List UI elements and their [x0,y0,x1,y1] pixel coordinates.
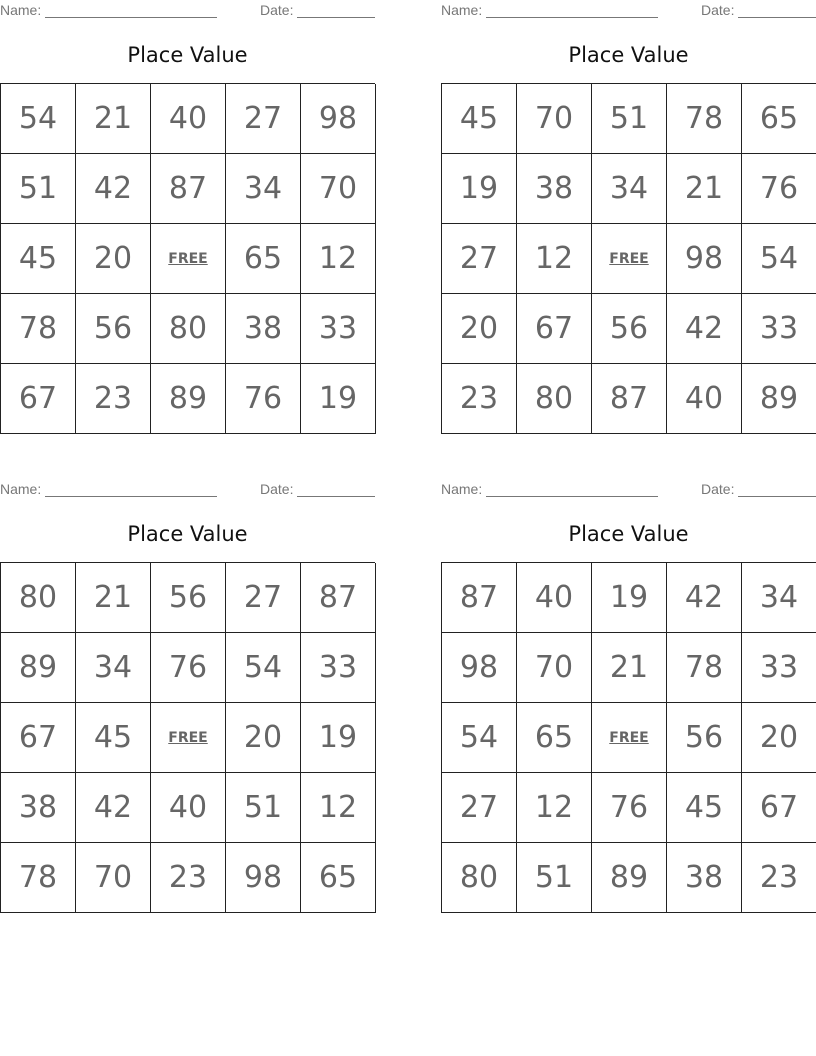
number-cell: 19 [301,364,376,434]
number-cell: 23 [442,364,517,434]
number-cell: 42 [76,154,151,224]
number-cell: 80 [151,294,226,364]
number-cell: 56 [151,563,226,633]
number-cell: 12 [517,224,592,294]
number-cell: 34 [226,154,301,224]
bingo-grid [0,83,375,434]
number-cell: 34 [76,633,151,703]
number-cell: 40 [667,364,742,434]
number-cell: 67 [517,294,592,364]
number-cell: 98 [667,224,742,294]
number-cell: 89 [592,843,667,913]
number-cell: 33 [742,294,816,364]
number-cell: 87 [442,563,517,633]
number-cell: 40 [151,773,226,843]
number-cell: 78 [667,84,742,154]
name-label: Name: [0,481,42,497]
card-header [0,481,375,499]
number-cell: 12 [301,224,376,294]
name-blank-line [486,17,658,18]
number-cell: 23 [76,364,151,434]
number-cell: 67 [1,703,76,773]
number-cell: 45 [667,773,742,843]
number-cell: 20 [226,703,301,773]
number-cell: 80 [517,364,592,434]
number-cell: 76 [226,364,301,434]
date-blank-line [297,496,375,497]
number-cell: 33 [301,633,376,703]
number-cell: 54 [442,703,517,773]
number-cell: 56 [592,294,667,364]
number-cell: 27 [226,84,301,154]
number-cell: 20 [76,224,151,294]
number-cell: 76 [151,633,226,703]
card-header [441,481,816,499]
name-label: Name: [441,481,483,497]
date-label: Date: [701,2,735,18]
number-cell: 87 [301,563,376,633]
bingo-grid [0,562,375,913]
number-cell: 40 [151,84,226,154]
free-space-cell: FREE [592,703,667,773]
number-cell: 78 [667,633,742,703]
number-cell: 19 [301,703,376,773]
number-cell: 12 [517,773,592,843]
card-title: Place Value [127,522,248,546]
number-cell: 54 [742,224,816,294]
number-cell: 76 [742,154,816,224]
number-cell: 20 [442,294,517,364]
date-blank-line [738,496,816,497]
date-label: Date: [260,481,294,497]
number-cell: 98 [442,633,517,703]
free-space-cell: FREE [151,224,226,294]
name-label: Name: [441,2,483,18]
number-cell: 67 [1,364,76,434]
number-cell: 65 [742,84,816,154]
number-cell: 20 [742,703,816,773]
date-label: Date: [260,2,294,18]
number-cell: 65 [226,224,301,294]
number-cell: 21 [76,84,151,154]
number-cell: 38 [1,773,76,843]
number-cell: 87 [151,154,226,224]
number-cell: 33 [742,633,816,703]
number-cell: 19 [442,154,517,224]
number-cell: 89 [742,364,816,434]
number-cell: 56 [76,294,151,364]
date-label: Date: [701,481,735,497]
number-cell: 27 [442,224,517,294]
number-cell: 51 [592,84,667,154]
number-cell: 45 [76,703,151,773]
number-cell: 42 [76,773,151,843]
bingo-grid [441,562,816,913]
number-cell: 78 [1,843,76,913]
number-cell: 89 [1,633,76,703]
card-title: Place Value [127,43,248,67]
number-cell: 54 [226,633,301,703]
number-cell: 70 [517,84,592,154]
number-cell: 70 [301,154,376,224]
number-cell: 51 [517,843,592,913]
number-cell: 70 [517,633,592,703]
number-cell: 45 [1,224,76,294]
number-cell: 34 [742,563,816,633]
number-cell: 21 [592,633,667,703]
number-cell: 76 [592,773,667,843]
free-space-cell: FREE [592,224,667,294]
number-cell: 67 [742,773,816,843]
number-cell: 65 [301,843,376,913]
number-cell: 21 [76,563,151,633]
number-cell: 23 [151,843,226,913]
card-title: Place Value [568,522,689,546]
number-cell: 78 [1,294,76,364]
number-cell: 45 [442,84,517,154]
number-cell: 38 [226,294,301,364]
number-cell: 54 [1,84,76,154]
date-blank-line [297,17,375,18]
number-cell: 42 [667,294,742,364]
number-cell: 33 [301,294,376,364]
number-cell: 27 [226,563,301,633]
number-cell: 89 [151,364,226,434]
card-title: Place Value [568,43,689,67]
number-cell: 40 [517,563,592,633]
card-header [441,2,816,20]
number-cell: 80 [1,563,76,633]
number-cell: 19 [592,563,667,633]
free-space-cell: FREE [151,703,226,773]
number-cell: 38 [517,154,592,224]
name-label: Name: [0,2,42,18]
number-cell: 98 [301,84,376,154]
number-cell: 21 [667,154,742,224]
number-cell: 12 [301,773,376,843]
number-cell: 42 [667,563,742,633]
name-blank-line [45,496,217,497]
card-header [0,2,375,20]
number-cell: 56 [667,703,742,773]
number-cell: 27 [442,773,517,843]
number-cell: 87 [592,364,667,434]
number-cell: 98 [226,843,301,913]
number-cell: 51 [226,773,301,843]
name-blank-line [45,17,217,18]
number-cell: 38 [667,843,742,913]
bingo-grid [441,83,816,434]
number-cell: 80 [442,843,517,913]
number-cell: 23 [742,843,816,913]
number-cell: 51 [1,154,76,224]
date-blank-line [738,17,816,18]
number-cell: 70 [76,843,151,913]
name-blank-line [486,496,658,497]
number-cell: 65 [517,703,592,773]
number-cell: 34 [592,154,667,224]
